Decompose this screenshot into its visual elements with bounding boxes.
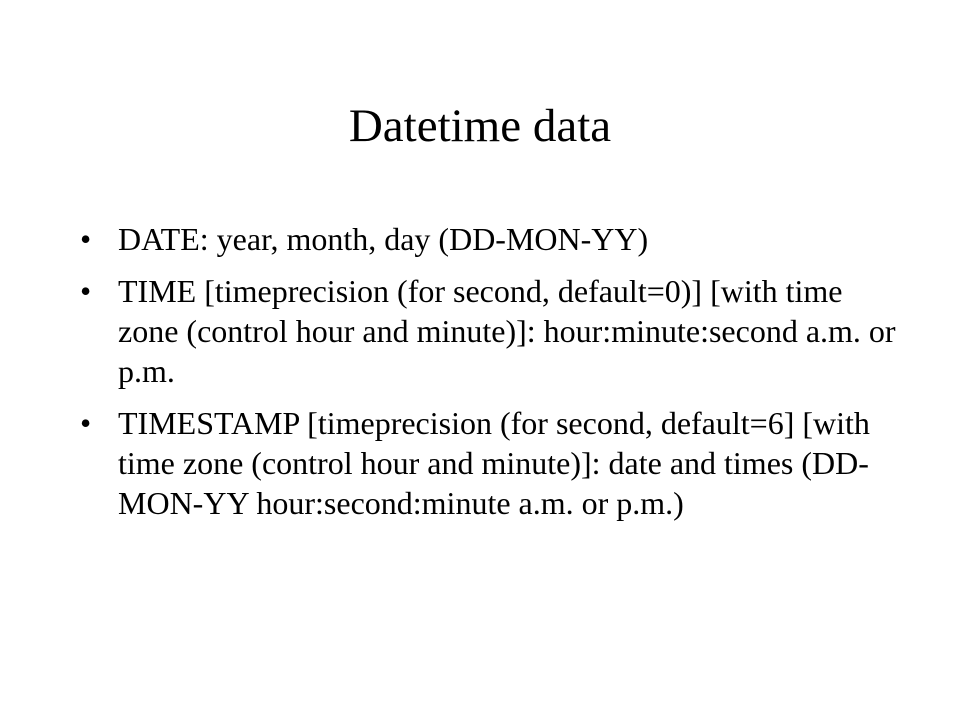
bullet-icon: • bbox=[80, 273, 92, 309]
bullet-item-time bbox=[80, 271, 900, 391]
bullet-icon: • bbox=[80, 405, 92, 441]
bullet-text: TIMESTAMP [timeprecision (for second, default=6] [with time zone (control hour and minute)]: date and times (DD-MON-YY hour:second:minute a.m. or p.m.) bbox=[118, 405, 870, 521]
bullet-item-timestamp bbox=[80, 403, 900, 523]
bullet-icon: • bbox=[80, 221, 92, 257]
bullet-text: DATE: year, month, day (DD-MON-YY) bbox=[118, 221, 649, 257]
bullet-list bbox=[80, 219, 900, 535]
bullet-text: TIME [timeprecision (for second, default=0)] [with time zone (control hour and minute)]: hour:minute:second a.m. or p.m. bbox=[118, 273, 896, 389]
slide-title: Datetime data bbox=[348, 100, 612, 152]
bullet-item-date bbox=[80, 219, 900, 259]
